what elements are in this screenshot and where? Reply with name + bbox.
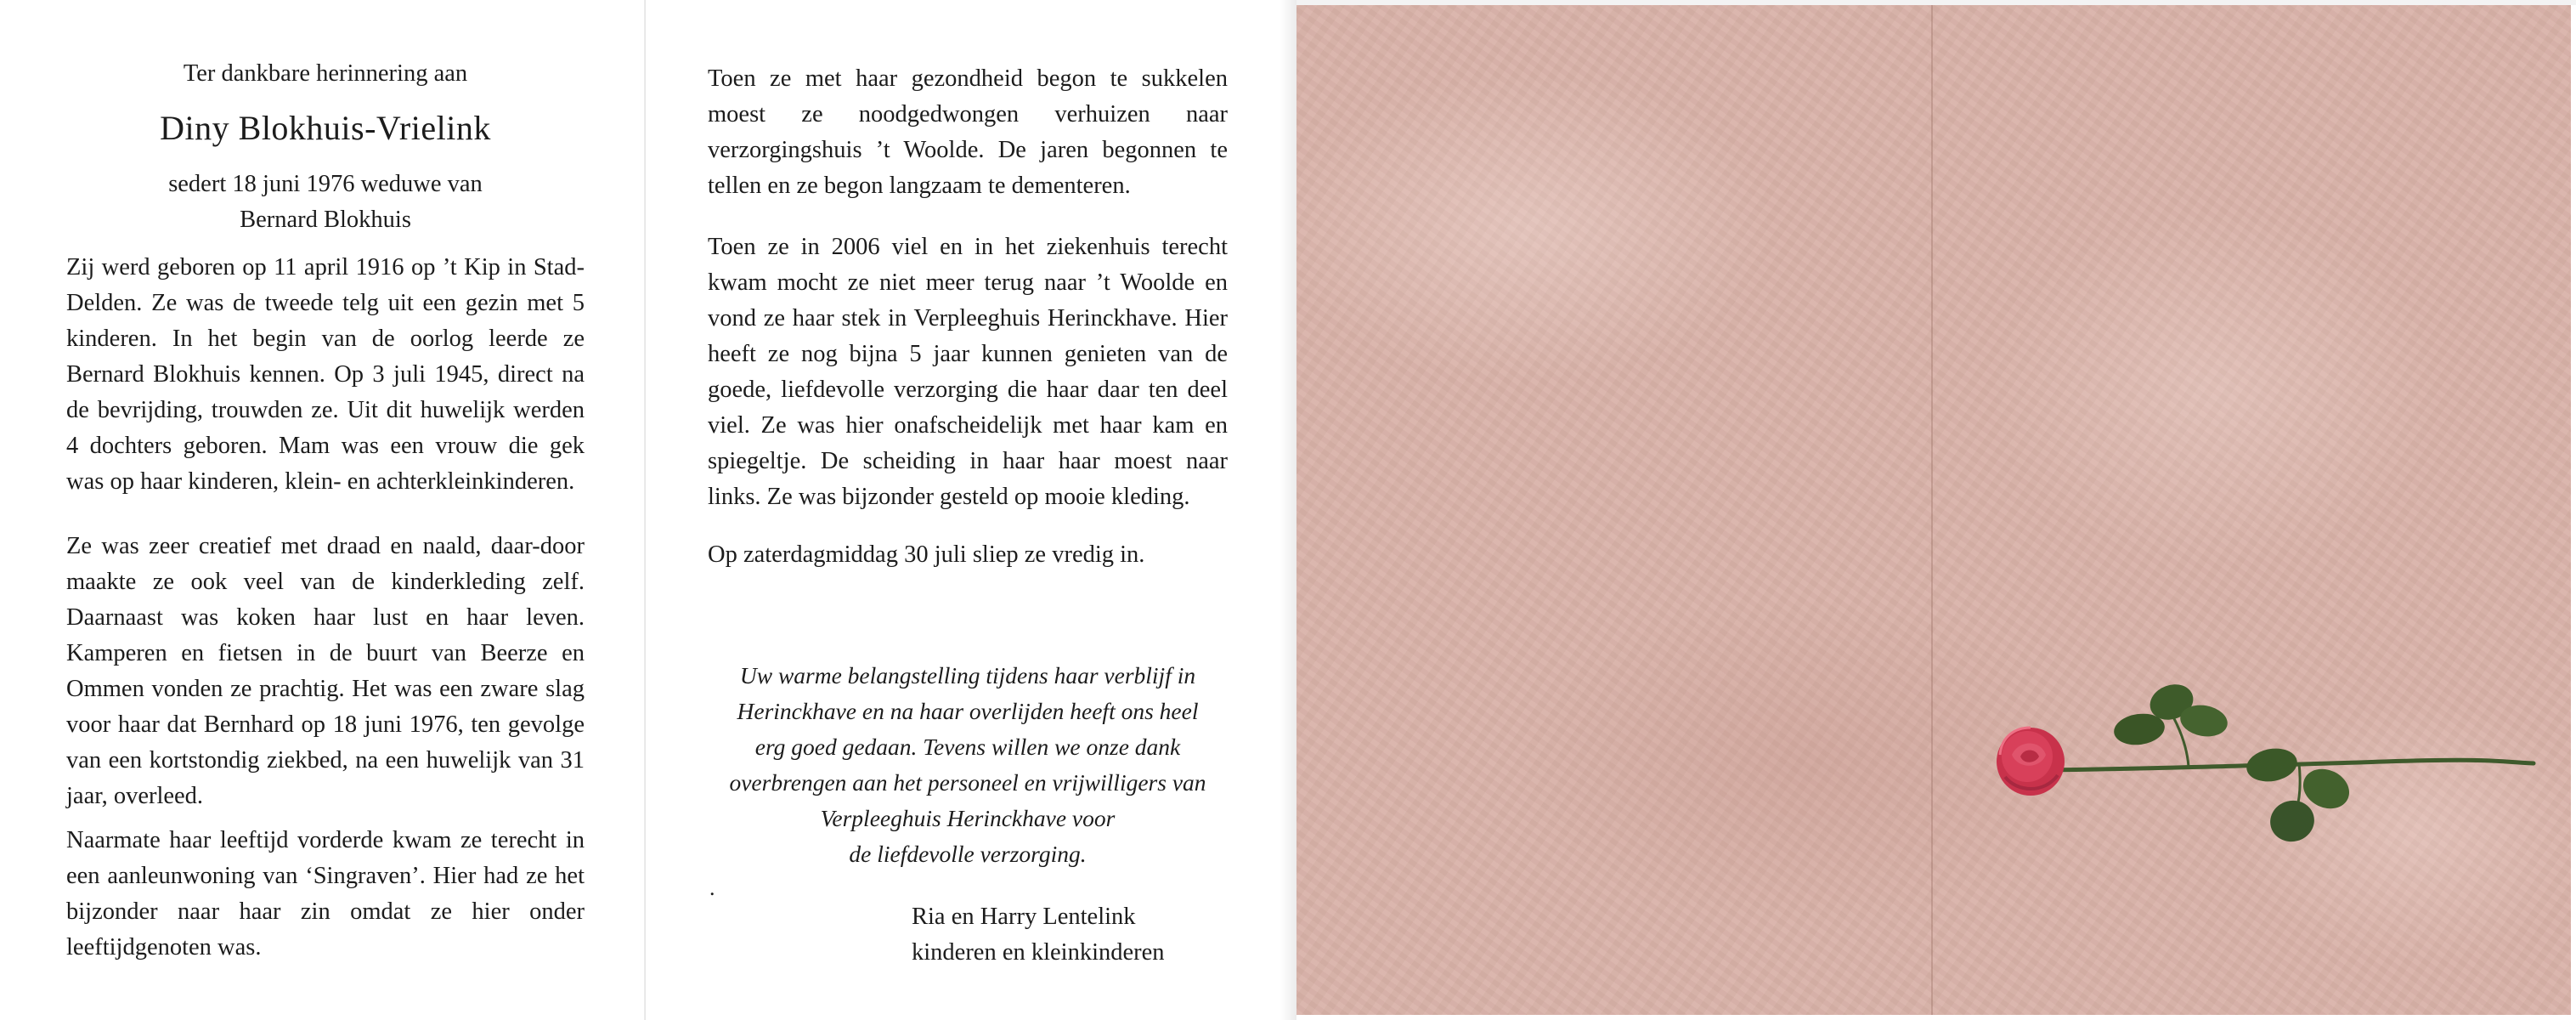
page-edge-shadow xyxy=(1280,0,1296,1020)
thank-you-note xyxy=(708,658,1228,872)
signature xyxy=(912,899,1228,971)
story-paragraph: Toen ze in 2006 viel en in het ziekenhuis terecht kwam mocht ze niet meer terug naar ’t Woolde en vond ze haar stek in Verpleeghuis Herinckhave. Hier heeft ze nog bijna 5 jaar kunnen genieten van de goede, liefdevolle verzorging die haar daar ten deel viel. Ze was hier onafscheidelijk met haar kam en spiegeltje. De scheiding in haar haar moest naar links. Ze was bijzonder gesteld op mooie kleding. xyxy=(708,234,1228,510)
passing-line: Op zaterdagmiddag 30 juli sliep ze vredig in. xyxy=(708,541,1145,568)
thank-you-line: de liefdevolle verzorging. xyxy=(849,841,1087,867)
thank-you-line: erg goed gedaan. Tevens willen we onze dank xyxy=(754,734,1181,760)
biography-paragraph: Zij werd geboren op 11 april 1916 op ’t Kip in Stad-Delden. Ze was de tweede telg uit een gezin met 5 kinderen. In het begin van de oorlog leerde ze Bernard Blokhuis kennen. Op 3 juli 1945, direct na de bevrijding, trouwden ze. Uit dit huwelijk werden 4 dochters geboren. Mam was een vrouw die gek was op haar kinderen, klein- en achterkleinkinderen. xyxy=(66,254,585,495)
signature-relation: kinderen en kleinkinderen xyxy=(912,939,1165,966)
thank-you-line: Herinckhave en na haar overlijden heeft ons heel xyxy=(737,698,1199,724)
widow-line: sedert 18 juni 1976 weduwe van xyxy=(168,171,483,197)
stray-mark: . xyxy=(709,876,715,900)
thank-you-line: Verpleeghuis Herinckhave voor xyxy=(820,805,1116,831)
biography-paragraph: Ze was zeer creatief met draad en naald, daar-door maakte ze ook veel van de kinderkleding zelf. Daarnaast was koken haar lust en haar leven. Kamperen en fietsen in de buurt van Beerze en Ommen vonden ze prachtig. Het was een zware slag voor haar dat Bernhard op 18 juni 1976, ten gevolge van een kortstondig ziekbed, na een huwelijk van 31 jaar, overleed. xyxy=(66,533,585,809)
signature-names: Ria en Harry Lentelink xyxy=(912,904,1136,930)
intro-line: Ter dankbare herinnering aan xyxy=(183,60,468,87)
thank-you-line: overbrengen aan het personeel en vrijwilligers van xyxy=(729,769,1206,796)
left-page xyxy=(0,0,646,1020)
story-paragraph: Toen ze met haar gezondheid begon te sukkelen moest ze noodgedwongen verhuizen naar verzorgingshuis ’t Woolde. De jaren begonnen te tellen en ze begon langzaam te dementeren. xyxy=(708,65,1228,199)
rose-icon xyxy=(1993,677,2537,855)
deceased-name: Diny Blokhuis-Vrielink xyxy=(160,109,491,147)
thank-you-line: Uw warme belangstelling tijdens haar verblijf in xyxy=(739,662,1196,688)
cover-fold xyxy=(1931,5,1933,1015)
cover-panel xyxy=(1296,5,2571,1015)
husband-name: Bernard Blokhuis xyxy=(240,207,411,233)
biography-paragraph: Naarmate haar leeftijd vorderde kwam ze terecht in een aanleunwoning van ‘Singraven’. Hier had ze het bijzonder naar haar zin omdat ze hier onder leeftijdgenoten was. xyxy=(66,827,585,960)
